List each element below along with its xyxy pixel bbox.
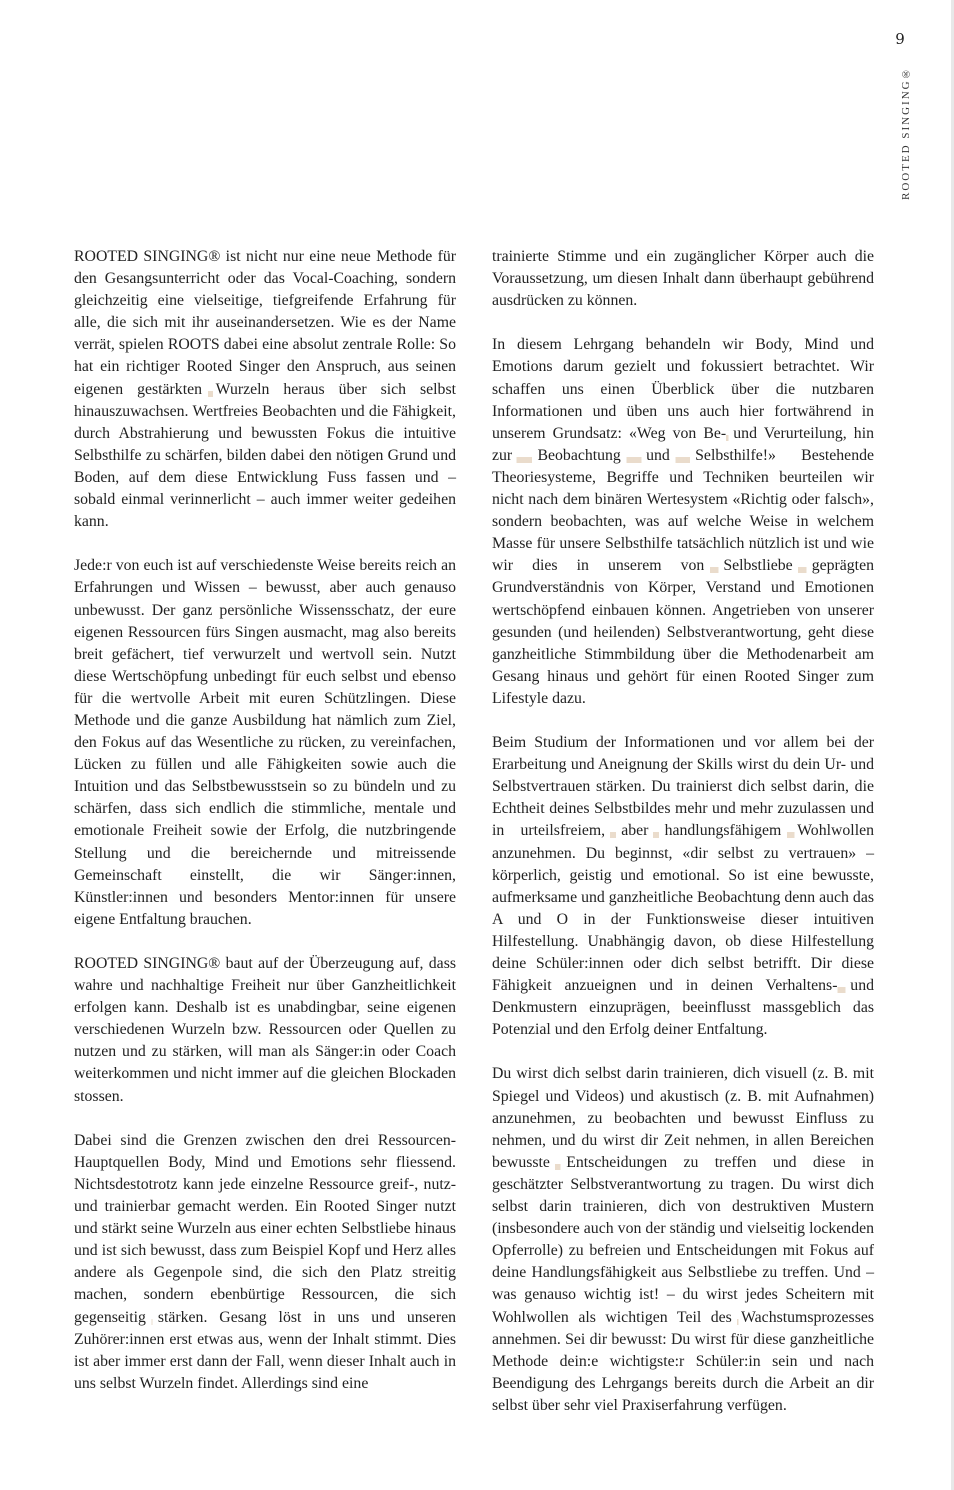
text-run: Jede:r von euch ist auf verschiedenste Weise bereits reich an Erfahrungen und Wissen – bewusst, aber auch genauso unbewusst. Der bbox=[74, 557, 456, 619]
highlighted-phrase: Scheitern bbox=[785, 1286, 846, 1304]
text-run: In diesem Lehrgang behandeln wir Body, Mind und Emotions darum gezielt und fokussiert betrachtet. Wir schaffen uns einen Überblick über die nutzbaren Informationen und üben uns auch hier fortwährend in unserem Grundsatz: bbox=[492, 336, 874, 442]
page-number: 9 bbox=[895, 30, 905, 48]
highlighted-phrase: ROOTS bbox=[167, 336, 220, 354]
paragraph bbox=[74, 555, 456, 931]
text-run: und die Fähigkeit, durch Abstrahierung und bewussten bbox=[74, 402, 456, 442]
paragraph bbox=[74, 953, 456, 1108]
text-run: dabei eine absolut zentrale Rolle: So hat ein richtiger Rooted Singer den Anspruch, aus seinen eigenen bbox=[74, 336, 456, 398]
text-run: annehmen. Sei dir bewusst: Du wirst für diese ganzheitliche Methode dein:e wichtigste:r Schüler:in sein und nach Beendigung des Lehrgangs bereits durch die Arbeit an dir selbst über sehr viel Praxiserfahrung verfügen. bbox=[492, 1330, 874, 1414]
highlighted-phrase: Entfaltung bbox=[119, 910, 186, 928]
text-run: dazu. bbox=[548, 689, 586, 707]
paragraph bbox=[492, 732, 874, 1041]
highlighted-phrase: «Weg von Be- und Verurteilung, hin zur Beobachtung und Selbsthilfe!» bbox=[492, 424, 874, 464]
highlighted-phrase: Selbsthilfe bbox=[74, 446, 142, 464]
text-run: ROOTED SINGING® baut auf der Überzeugung auf, dass bbox=[74, 955, 456, 972]
highlighted-phrase: Grenzen zwischen den drei Ressourcen-Hauptquellen Body, Mind und Emotions sehr fliessend. bbox=[74, 1131, 456, 1171]
highlighted-phrase: Fokus bbox=[326, 424, 366, 442]
text-run: Gesang löst in uns und unseren Zuhörer:innen erst etwas aus, wenn der Inhalt stimmt. Dies ist aber immer erst dann der Fall, wenn dieser Inhalt auch in uns selbst Wurzeln findet. Allerdings sind eine bbox=[74, 1308, 456, 1392]
highlighted-phrase: Teil des Wachstumsprozesses bbox=[676, 1308, 874, 1326]
text-run: brauchen. bbox=[185, 910, 252, 928]
running-head: ROOTED SINGING® bbox=[900, 65, 912, 200]
text-run: erfolgen kann. Deshalb ist es unabdingbar, seine eigenen verschiedenen Wurzeln bzw. Ressourcen oder Quellen zu nutzen und zu stärken, will man als Sänger:in oder Coach weiterkommen und nicht immer auf die gleichen Blockaden stossen. bbox=[74, 999, 456, 1105]
highlighted-phrase: Selbstverantwortung bbox=[570, 1175, 702, 1193]
text-run: zu treffen und diese in geschätzter bbox=[492, 1153, 874, 1193]
highlighted-phrase: von Selbstliebe geprägten Grundverständnis bbox=[492, 557, 874, 597]
text-run: gemacht werden. Ein Rooted Singer nutzt und stärkt seine Wurzeln aus einer echten Selbstliebe hinaus und ist sich bewusst, dass zum Beispiel Kopf und Herz alles andere als Gegenpole sind, die sich den Platz streitig machen, sondern ebenbürtige Ressourcen, die sich bbox=[74, 1198, 456, 1304]
text-run: Dabei sind die bbox=[74, 1131, 184, 1149]
text-run: unbedingt für euch selbst und ebenso für die wertvolle Arbeit mit euren Schützlingen. Diese Methode und die ganze Ausbildung hat nämlich zum Ziel, den Fokus auf das Wesentliche zu rücken, zu vereinfachen, Lücken zu füllen und alle Fähigkeiten sowie auch die Intuition und das Selbstbewusstsein so zu bündeln und zu schärfen, dass sich endlich die bbox=[74, 667, 456, 818]
highlighted-phrase: nützlich bbox=[748, 535, 800, 553]
text-run: sowie der Erfolg, die nutzbringende Stellung und die bereichernde und mitreissende Gemeinschaft einstellt, die wir Sänger:innen, Künstler:innen und besonders Mentor:innen für unsere eigene bbox=[74, 822, 456, 928]
text-run: die intuitive bbox=[365, 424, 456, 442]
text-run: mit Wohlwollen als wichtigen bbox=[492, 1286, 875, 1326]
highlighted-phrase: Selbstbildes bbox=[594, 800, 671, 818]
highlighted-phrase: ganz persönliche Wissensschatz bbox=[182, 601, 391, 619]
text-run: einzuprägen, beeinflusst massgeblich das bbox=[577, 999, 874, 1017]
paragraph bbox=[74, 246, 456, 533]
highlighted-phrase: ganzheitliche Stimmbildung bbox=[492, 645, 675, 663]
text-run: Du wirst dich selbst darin trainieren, dich visuell (z. B. mit Spiegel und Videos) und akustisch (z. B. mit Aufnahmen) anzunehmen, zu beobachten und bewusst Einfluss zu nehmen, und du wirst dir Zeit nehmen, in allen Bereichen bbox=[492, 1065, 874, 1149]
text-run: von Körper, Verstand und Emotionen wertschöpfend einbauen können. Angetrieben von unserer gesunden (und heilenden) Selbstverantwortung, geht diese bbox=[492, 579, 874, 641]
paragraph bbox=[492, 1063, 874, 1417]
highlighted-phrase: gegenseitig stärken. bbox=[74, 1308, 208, 1326]
text-run: ROOTED SINGING® ist nicht nur eine neue Methode für den Gesangsunterricht oder das Vocal-Coaching, sondern gleichzeitig eine vielseitige, tiefgreifende Erfahrung für alle, die sich mit ihr auseinandersetzen. Wie es der Name verrät, spielen bbox=[74, 248, 456, 354]
highlighted-phrase: gestärkten Wurzeln bbox=[137, 380, 270, 398]
highlighted-phrase: Wertschöpfung bbox=[111, 667, 208, 685]
text-run: , sondern beobachten, was auf welche Weise in welchem Masse für unsere Selbsthilfe tatsächlich bbox=[492, 491, 874, 553]
highlighted-phrase: nicht nach dem binären Wertesystem «Richtig oder falsch» bbox=[492, 491, 871, 509]
highlighted-phrase: Lifestyle bbox=[492, 689, 549, 707]
highlighted-phrase: wahre und nachhaltige Freiheit bbox=[74, 977, 281, 995]
highlighted-phrase: Verhaltens- und Denkmustern bbox=[492, 977, 874, 1017]
highlighted-phrase: urteilsfreiem, aber handlungsfähigem Wohlwollen bbox=[520, 822, 874, 840]
text-run: mehr und mehr zuzulassen und in bbox=[492, 800, 874, 840]
paragraph bbox=[492, 246, 874, 312]
highlighted-phrase: Potenzial und den Erfolg deiner Entfaltung bbox=[492, 1021, 764, 1039]
text-run: zu tragen. Du wirst dich selbst darin trainieren, dich von destruktiven Mustern (insbesondere auch von der ständig und vielseitig lockenden Opferrolle) zu befreien und Entscheidungen mit Fokus auf deine Handlungsfähigkeit aus Selbstliebe zu treffen. Und – was genauso wichtig ist! – du wirst jedes bbox=[492, 1175, 874, 1304]
paragraph bbox=[74, 1130, 456, 1395]
text-run: Beim Studium der Informationen und vor allem bei der Erarbeitung und Aneignung der Skills wirst du bbox=[492, 734, 874, 774]
text-run: Nichtsdestotrotz kann jede einzelne Ressource bbox=[74, 1175, 380, 1193]
paragraph bbox=[492, 334, 874, 710]
text-run: Bestehende Theoriesysteme, Begriffe und Techniken beurteilen wir bbox=[492, 446, 874, 486]
text-run: heraus über sich selbst hinauszuwachsen. bbox=[74, 380, 456, 420]
text-run: über die Methodenarbeit am Gesang hinaus und gehört für einen Rooted Singer zum bbox=[492, 645, 874, 685]
text-run: nur über bbox=[280, 977, 352, 995]
highlighted-phrase: Ganzheitlichkeit bbox=[351, 977, 456, 995]
text-run: trainierte Stimme und ein zugänglicher Körper auch die Voraussetzung, um diesen Inhalt dann überhaupt gebührend ausdrücken zu können. bbox=[492, 248, 874, 310]
highlighted-phrase: greif-, nutz- und trainierbar bbox=[74, 1175, 456, 1216]
text-column-left bbox=[74, 246, 456, 1417]
highlighted-phrase: dein Ur- und Selbstvertrauen bbox=[492, 756, 874, 796]
text-run: zu schärfen, bilden dabei den nötigen Grund und Boden, auf dem diese Entwicklung Fuss fassen und – sobald einmal verinnerlicht – auch immer weiter gedeihen kann. bbox=[74, 446, 456, 531]
text-column-right bbox=[492, 246, 874, 1439]
highlighted-phrase: stimmliche, mentale und emotionale Freiheit bbox=[74, 800, 456, 840]
text-run: anzunehmen. Du beginnst, «dir selbst zu vertrauen» – körperlich, geistig und emotional. So ist eine bewusste, aufmerksame und ganzheitliche Beobachtung denn auch das A und O in der Funktionsweise dieser intuitiven Hilfestellung. Unabhängig davon, ob diese Hilfestellung deine Schüler:innen oder dich selbst betrifft. Dir diese Fähigkeit anzueignen und in deinen bbox=[492, 844, 874, 995]
highlighted-phrase: Wertfreies Beobachten bbox=[192, 402, 337, 420]
text-run: ist und wie wir dies in unserem bbox=[492, 535, 874, 575]
text-run: . bbox=[763, 1021, 768, 1039]
text-run: stärken. Du trainierst dich selbst darin, die Echtheit deines bbox=[492, 778, 874, 818]
highlighted-phrase: bewusste Entscheidungen bbox=[492, 1153, 668, 1171]
text-run: , der eure eigenen Ressourcen fürs Singen ausmacht, mag also bereits breit gefächert, tief verwurzelt und wertvoll sein. Nutzt diese bbox=[74, 601, 457, 685]
